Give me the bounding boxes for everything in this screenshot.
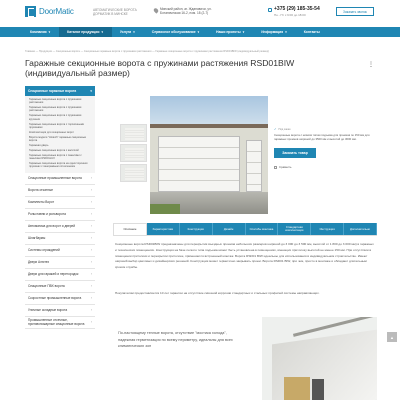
availability-label: Под заказ bbox=[278, 128, 291, 131]
sidebar-item-label: Промышленные отсечные, противопожарные секционные ворота bbox=[28, 318, 85, 326]
sidebar-item-garage-doors[interactable] bbox=[25, 86, 95, 96]
phone-number[interactable]: +375 (29) 185-35-54 bbox=[274, 6, 320, 12]
tab-design[interactable]: Дизайн bbox=[213, 223, 246, 235]
sidebar-item-label: Скоростные промышленные ворота bbox=[28, 296, 82, 301]
sidebar-item-label: Двери Алютех bbox=[28, 260, 50, 265]
sidebar-item[interactable] bbox=[25, 209, 95, 221]
image-side-door bbox=[246, 140, 262, 192]
site-tagline: АВТОМАТИЧЕСКИЕ ВОРОТА ДОРМАТИК В МИНСКЕ bbox=[93, 8, 137, 17]
nav-label: Наши проекты bbox=[216, 30, 241, 34]
chevron-right-icon: › bbox=[90, 236, 92, 241]
logo-icon bbox=[25, 6, 36, 17]
nav-item-projects[interactable] bbox=[208, 27, 253, 37]
image-grass bbox=[150, 204, 180, 214]
warranty-paragraph: Покупателям предоставляется 10 лет гарантии на отсутствие сквозной коррозии стандартных и стальных профилей системы направляющих. bbox=[115, 291, 320, 295]
compare-checkbox-icon bbox=[274, 166, 277, 169]
chevron-right-icon: › bbox=[90, 188, 92, 193]
logo[interactable] bbox=[25, 6, 74, 17]
sidebar-item[interactable] bbox=[25, 269, 95, 281]
chevron-down-icon: ▾ bbox=[285, 30, 287, 34]
chevron-right-icon: › bbox=[90, 176, 92, 181]
door-section-image bbox=[262, 317, 377, 400]
sidebar-item[interactable] bbox=[25, 173, 95, 185]
sidebar-item-label: Уличные складные ворота bbox=[28, 308, 68, 313]
nav-label: Контакты bbox=[303, 30, 320, 34]
submenu-item[interactable]: Гаражные секционные ворота с калиткой bbox=[29, 149, 79, 153]
submenu-item[interactable]: Гаражные секционные ворота с пружинами растяжения bbox=[29, 98, 82, 105]
sidebar-item[interactable] bbox=[25, 233, 95, 245]
tab-standard-kit[interactable]: Стандартная комплектация bbox=[278, 223, 311, 235]
sidebar-item[interactable] bbox=[25, 317, 95, 329]
nav-label: Информация bbox=[261, 30, 284, 34]
order-product-button[interactable]: Заказать товар bbox=[274, 148, 316, 158]
sidebar-item[interactable] bbox=[25, 293, 95, 305]
chevron-right-icon: › bbox=[90, 248, 92, 253]
chevron-right-icon: › bbox=[90, 224, 92, 229]
nav-item-information[interactable] bbox=[253, 27, 296, 37]
tab-characteristics[interactable]: Характеристики bbox=[147, 223, 180, 235]
nav-item-contacts[interactable] bbox=[296, 27, 329, 37]
submenu-item[interactable]: Гаражные секционные ворота с пружинами кручения bbox=[29, 114, 82, 121]
image-thumbnails bbox=[120, 124, 147, 184]
submenu-item[interactable]: Гаражные секционные ворота с пружинами растяжения bbox=[29, 106, 82, 113]
submenu-item[interactable]: Комплектация для секционных ворот bbox=[29, 130, 74, 134]
sidebar-item[interactable] bbox=[25, 245, 95, 257]
catalog-sidebar bbox=[25, 86, 95, 329]
nav-label: Услуги bbox=[119, 30, 132, 34]
image-garage-door bbox=[158, 136, 240, 192]
gallery-thumbnail[interactable] bbox=[120, 124, 147, 142]
nav-item-services[interactable] bbox=[112, 27, 144, 37]
sidebar-item-label: Шлагбаумы bbox=[28, 236, 46, 241]
chevron-right-icon: › bbox=[90, 284, 92, 289]
sidebar-item[interactable] bbox=[25, 197, 95, 209]
product-short-description: Секционные ворота с низким типом подъема для проемов по 150 мм для гаражных проемов шириной до 3500 мм и высотой до 3000 мм. bbox=[274, 133, 370, 141]
tab-mounting[interactable]: Способы монтажа bbox=[246, 223, 279, 235]
door-image bbox=[125, 168, 144, 180]
product-main-image[interactable] bbox=[150, 96, 268, 214]
submenu-item[interactable]: Ворота модели "Alutech" гаражные секционные ворота bbox=[29, 135, 87, 143]
chevron-right-icon: › bbox=[90, 200, 92, 205]
nav-item-maintenance[interactable] bbox=[144, 27, 208, 37]
sidebar-item-label: Секционные промышленные ворота bbox=[28, 176, 82, 181]
submenu-item[interactable]: Гаражная дверь bbox=[29, 144, 49, 148]
chevron-right-icon: › bbox=[90, 272, 92, 277]
description-paragraph: Секционные ворота RSD01BIW предназначены для перекрытия въездных проемов небольших размеров шириной до 3 000 до 3 500 мм, высотой от 1 800 до 3 000 мм) в гаражных и технических помещениях. Конструкция на базе легкого типа подъема может быть установлена в помещениях, имеющих притолоку высотой не менее 150 мм. При отсутствии в помещении притолоки и перекрытии притолоке, применяется встроенный монтаж. Ворота RSD01 BIW идеальны для использования в индивидуальном строительстве. Имеют широкий выбор цветовых и дизайнерских решений. Конструкция может герметично закрывать проем. Ворота RSD01 BIW, при чем, просто в монтаже и обладают длительным сроком службы. bbox=[115, 242, 374, 270]
compare-toggle[interactable] bbox=[274, 165, 291, 169]
sidebar-item-label: Автоматика для ворот и дверей bbox=[28, 224, 76, 229]
image-seal bbox=[312, 379, 324, 400]
availability-status bbox=[274, 127, 290, 131]
nav-item-catalog[interactable] bbox=[59, 27, 112, 37]
door-image bbox=[125, 148, 144, 160]
address: Минский район, аг. Ждановичи, ул. Ботаническая 16-2, пом. 18 (2-7) bbox=[160, 7, 212, 15]
sidebar-item[interactable] bbox=[25, 221, 95, 233]
sidebar-item[interactable] bbox=[25, 257, 95, 269]
check-icon: ✓ bbox=[274, 127, 277, 131]
sidebar-item[interactable] bbox=[25, 281, 95, 293]
sidebar-item-label: Ворота откатные bbox=[28, 188, 54, 193]
nav-label: Каталог продукции bbox=[67, 30, 100, 34]
tab-instruction[interactable]: Инструкция bbox=[311, 223, 344, 235]
phone-icon bbox=[268, 8, 272, 12]
chevron-down-icon: ▾ bbox=[197, 30, 200, 34]
tab-construction[interactable]: Конструкция bbox=[180, 223, 213, 235]
main-nav bbox=[0, 27, 400, 37]
scroll-to-top-button[interactable]: ▲ bbox=[387, 332, 397, 342]
image-roof bbox=[150, 124, 268, 128]
request-call-button[interactable]: Заказать звонок bbox=[336, 7, 374, 16]
chevron-right-icon: › bbox=[90, 212, 92, 217]
nav-item-company[interactable] bbox=[22, 27, 59, 37]
working-hours: Пн - Пт с 9:00 до 18:00 bbox=[274, 13, 306, 17]
sidebar-submenu bbox=[25, 96, 95, 173]
site-header bbox=[0, 0, 400, 26]
sidebar-item-label: Рольставни и рольворота bbox=[28, 212, 66, 217]
sidebar-item-label: Секционные гаражные ворота bbox=[28, 89, 77, 93]
compare-label: Сравнить bbox=[279, 165, 292, 169]
breadcrumb[interactable]: Главная — Продукция — Секционные ворота — Секционные гаражные ворота с пружинами растяжения — Гаражные секционные ворота с пружинами растяжения RSD01BIW (индивидуальный размер) bbox=[25, 50, 270, 53]
chevron-right-icon: › bbox=[90, 260, 92, 265]
chevron-right-icon: › bbox=[90, 320, 92, 325]
gallery-thumbnail[interactable] bbox=[120, 164, 147, 182]
tab-divider bbox=[113, 235, 377, 236]
more-options-icon[interactable]: ⋮ bbox=[368, 62, 374, 68]
page-title: Гаражные секционные ворота с пружинами растяжения RSD01BIW (индивидуальный размер) bbox=[25, 58, 295, 78]
nav-label: Компания bbox=[30, 30, 47, 34]
chevron-down-icon: ▾ bbox=[133, 30, 135, 34]
sidebar-item[interactable] bbox=[25, 185, 95, 197]
image-insulation bbox=[284, 377, 310, 400]
chevron-down-icon: ▾ bbox=[48, 30, 51, 34]
submenu-item[interactable]: Гаражные секционные ворота на односторонних пружинах с панорамным остеклением bbox=[29, 162, 88, 169]
sidebar-item[interactable] bbox=[25, 305, 95, 317]
gallery-thumbnail[interactable] bbox=[120, 144, 147, 162]
chevron-down-icon: ▾ bbox=[90, 89, 92, 93]
door-image bbox=[125, 128, 144, 140]
submenu-item[interactable]: Гаражные секционные ворота с торсионными пружинами bbox=[29, 122, 85, 129]
submenu-item[interactable]: Гаражные секционные ворота с панелями с панелями RSD01LUX bbox=[29, 154, 82, 161]
location-pin-icon bbox=[153, 7, 159, 13]
chevron-right-icon: › bbox=[90, 308, 92, 313]
tab-description[interactable]: Описание bbox=[113, 223, 147, 235]
sidebar-item-label: Системы ограждений bbox=[28, 248, 60, 253]
feature-caption: По-настоящему теплые ворота, отсутствие "мостика холода", надежная герметизация по всему периметру, идеальны для всех климатических зон bbox=[118, 331, 233, 348]
chevron-down-icon: ▾ bbox=[242, 30, 245, 34]
sidebar-item-label: Секционные ПВХ ворота bbox=[28, 284, 65, 289]
chevron-right-icon: › bbox=[90, 296, 92, 301]
product-tabs bbox=[113, 223, 377, 235]
tab-additional[interactable]: Дополнительно bbox=[344, 223, 377, 235]
sidebar-item-label: Комплекты Ворот bbox=[28, 200, 55, 205]
chevron-down-icon: ▾ bbox=[101, 30, 103, 34]
nav-label: Сервисное обслуживание bbox=[151, 30, 196, 34]
sidebar-item-label: Двери для гаражей и перегородок bbox=[28, 272, 79, 277]
logo-text: DoorMatic bbox=[39, 7, 74, 16]
